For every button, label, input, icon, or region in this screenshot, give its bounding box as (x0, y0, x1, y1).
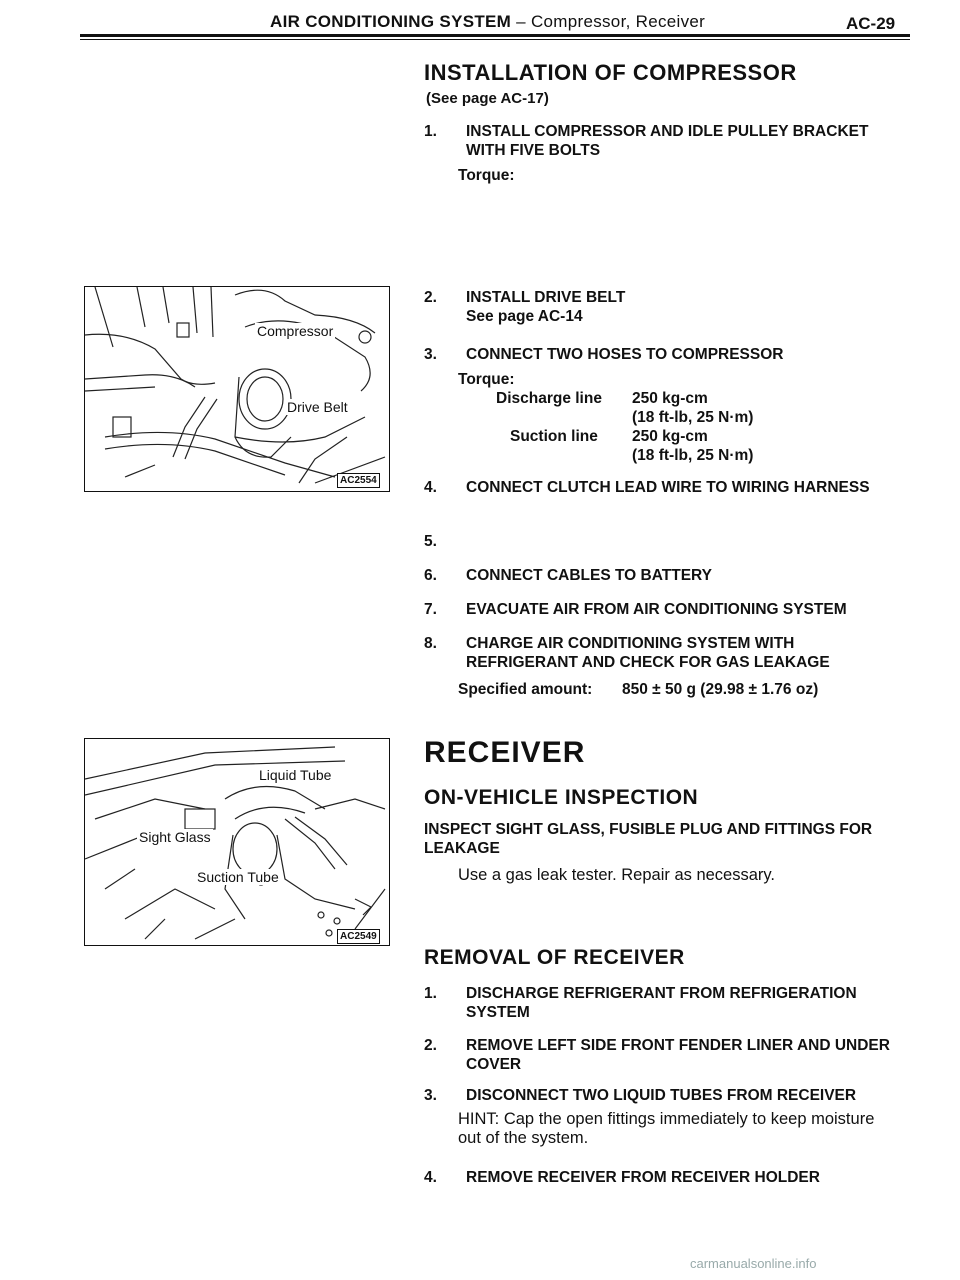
removal-step-1: 1. DISCHARGE REFRIGERANT FROM REFRIGERATION SYSTEM (424, 985, 857, 1021)
page-header-title (270, 12, 705, 32)
footer-watermark: carmanualsonline.info (690, 1256, 817, 1271)
compressor-illustration (85, 287, 389, 491)
install-step-3-torque: Torque: (458, 371, 515, 388)
torque-suction-value: 250 kg-cm (632, 428, 708, 445)
torque-discharge-label: Discharge line (496, 390, 602, 407)
spec-amount-label: Specified amount: (458, 681, 593, 698)
removal-hint (458, 1110, 898, 1148)
hint-label: HINT: (458, 1110, 500, 1128)
install-step-1: 1. INSTALL COMPRESSOR AND IDLE PULLEY BRACKET WITH FIVE BOLTS (424, 123, 869, 159)
label-liquid-tube: Liquid Tube (259, 767, 332, 783)
receiver-title: RECEIVER (424, 736, 586, 769)
install-step-5: 5. (424, 533, 437, 550)
figure-code-1: AC2554 (337, 473, 380, 488)
receiver-figure (84, 738, 390, 946)
section-title: AIR CONDITIONING SYSTEM (270, 12, 512, 31)
compressor-figure (84, 286, 390, 492)
header-rule-thin (80, 39, 910, 40)
label-compressor: Compressor (257, 323, 334, 339)
inspection-note: Use a gas leak tester. Repair as necessary. (458, 866, 776, 884)
inspection-title: ON-VEHICLE INSPECTION (424, 786, 699, 809)
removal-step-4: 4. REMOVE RECEIVER FROM RECEIVER HOLDER (424, 1169, 820, 1186)
torque-suction-value2: (18 ft-lb, 25 N·m) (632, 447, 754, 464)
torque-discharge-value: 250 kg-cm (632, 390, 708, 407)
install-step-8: 8. CHARGE AIR CONDITIONING SYSTEM WITH REFRIGERANT AND CHECK FOR GAS LEAKAGE (424, 635, 830, 671)
install-step-6: 6. CONNECT CABLES TO BATTERY (424, 567, 712, 584)
figure-code-2: AC2549 (337, 929, 380, 944)
removal-step-3: 3. DISCONNECT TWO LIQUID TUBES FROM RECEIVER (424, 1087, 857, 1104)
hint-text: Cap the open fittings immediately to keep moisture out of the system. (458, 1110, 875, 1147)
torque-suction-label: Suction line (510, 428, 598, 445)
spec-amount-value: 850 ± 50 g (29.98 ± 1.76 oz) (622, 681, 819, 698)
removal-step-2: 2. REMOVE LEFT SIDE FRONT FENDER LINER AND UNDER COVER (424, 1037, 890, 1073)
removal-title: REMOVAL OF RECEIVER (424, 946, 685, 969)
label-suction-tube: Suction Tube (197, 869, 279, 885)
install-step-2-sub: See page AC-14 (466, 308, 583, 325)
label-sight-glass: Sight Glass (139, 829, 211, 845)
receiver-illustration (85, 739, 389, 945)
installation-title: INSTALLATION OF COMPRESSOR (424, 60, 797, 85)
install-step-4: 4. CONNECT CLUTCH LEAD WIRE TO WIRING HARNESS (424, 479, 870, 496)
inspection-step: INSPECT SIGHT GLASS, FUSIBLE PLUG AND FITTINGS FOR LEAKAGE (424, 821, 873, 857)
label-drive-belt: Drive Belt (287, 399, 348, 415)
section-subtitle: – Compressor, Receiver (516, 12, 706, 31)
header-rule (80, 34, 910, 37)
page-code: AC-29 (846, 14, 896, 33)
install-step-7: 7. EVACUATE AIR FROM AIR CONDITIONING SYSTEM (424, 601, 847, 618)
installation-ref: (See page AC-17) (426, 90, 549, 107)
install-step-3: 3. CONNECT TWO HOSES TO COMPRESSOR (424, 346, 784, 363)
install-step-2: 2. INSTALL DRIVE BELT (424, 289, 626, 306)
torque-discharge-value2: (18 ft-lb, 25 N·m) (632, 409, 754, 426)
install-step-1-torque: Torque: (458, 167, 515, 184)
